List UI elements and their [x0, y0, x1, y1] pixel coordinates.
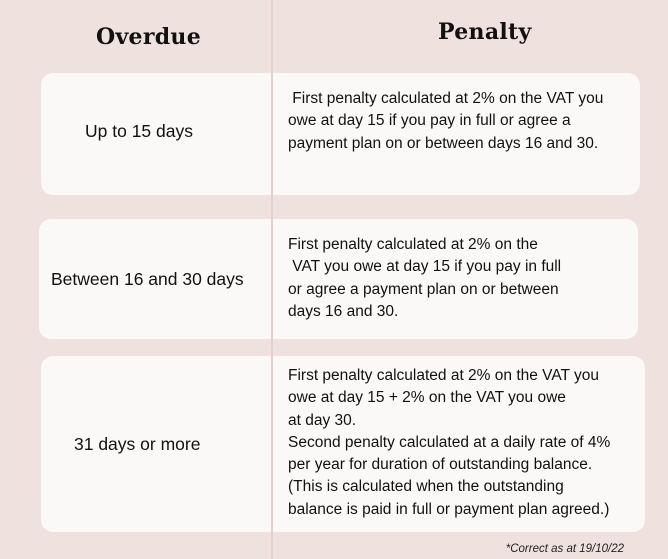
table-row: [39, 219, 638, 339]
row-column-divider: [271, 356, 273, 532]
overdue-period: 31 days or more: [74, 434, 201, 454]
penalty-description: First penalty calculated at 2% on the VAT you owe at day 15 + 2% on the VAT you owe at day 30. Second penalty calculated at a daily rate of 4% per year for duration of outstanding balance. (This is calculated when the outstanding balance is paid in full or payment plan agreed.): [288, 367, 611, 518]
penalty-column-heading: Penalty: [438, 19, 532, 45]
row-column-divider: [271, 73, 273, 195]
table-row: [41, 73, 640, 195]
correctness-footnote: *Correct as at 19/10/22: [505, 543, 624, 555]
overdue-period: Up to 15 days: [85, 121, 193, 141]
overdue-period: Between 16 and 30 days: [51, 269, 244, 289]
row-column-divider: [271, 219, 273, 339]
overdue-column-heading: Overdue: [96, 24, 202, 50]
penalty-description: First penalty calculated at 2% on the VAT you owe at day 15 if you pay in full or agree a payment plan on or between days 16 and 30.: [288, 90, 604, 152]
table-row: [41, 356, 645, 532]
penalty-description: First penalty calculated at 2% on the VAT you owe at day 15 if you pay in full or agree a payment plan on or between days 16 and 30.: [288, 236, 562, 320]
